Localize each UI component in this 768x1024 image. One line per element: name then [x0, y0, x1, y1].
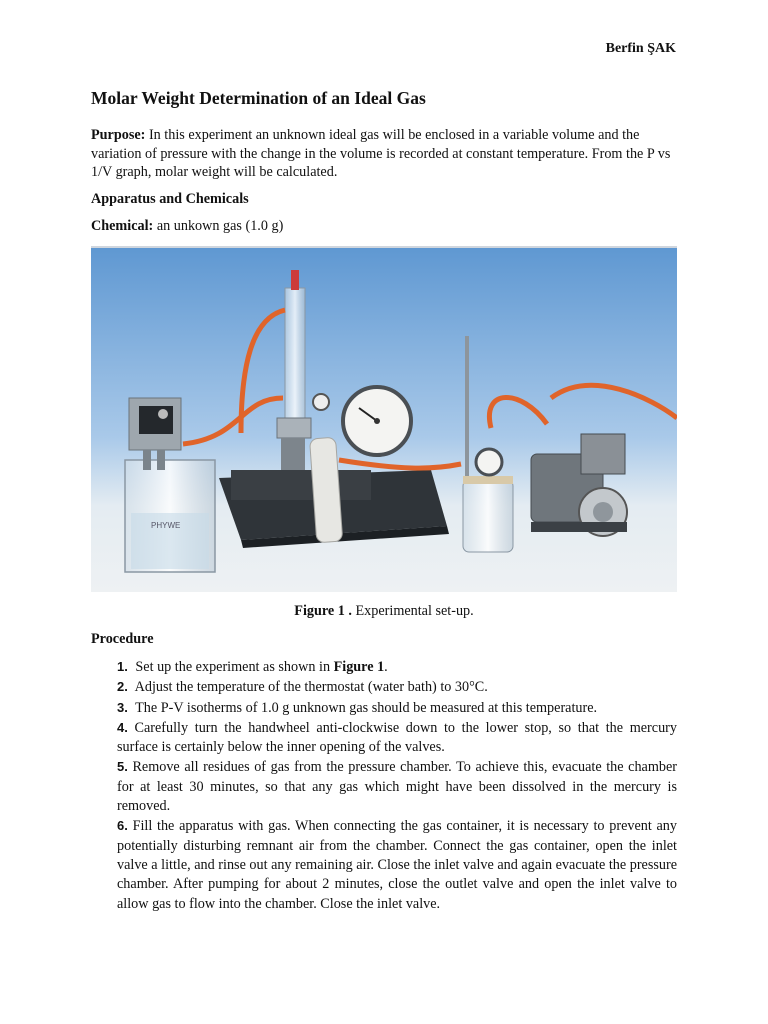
purpose-paragraph — [91, 126, 677, 182]
stand-rod — [465, 336, 469, 476]
pressure-chamber-base — [231, 470, 371, 500]
page-title: Molar Weight Determination of an Ideal Gas — [91, 88, 426, 108]
cold-trap — [463, 480, 513, 552]
figure-label: Figure 1 . — [294, 603, 352, 619]
procedure-step — [117, 816, 677, 913]
chemical-line — [91, 218, 283, 235]
step-number: 2. — [117, 679, 128, 695]
author-name: Berfin ŞAK — [605, 41, 676, 56]
chemical-text: an unkown gas (1.0 g) — [153, 218, 284, 234]
procedure-step — [117, 677, 677, 697]
step-text: The P-V isotherms of 1.0 g unknown gas should be measured at this temperature. — [135, 699, 598, 716]
purpose-label: Purpose: — [91, 127, 146, 143]
figure-reference: Figure 1 — [333, 659, 385, 675]
step-text-end: . — [384, 659, 388, 675]
procedure-step — [117, 757, 677, 816]
procedure-step — [117, 657, 677, 677]
procedure-step — [117, 698, 677, 718]
procedure-step — [117, 718, 677, 758]
gas-burette — [285, 288, 305, 428]
figure-caption-text: Experimental set-up. — [351, 603, 474, 619]
thermostat-brand-label: PHYWE — [151, 521, 181, 530]
step-text: Remove all residues of gas from the pressure chamber. To achieve this, evacuate the chamber for at least 30 minutes, so that any gas which might have been dissolved in the mercury is removed. — [117, 759, 677, 815]
step-text: Fill the apparatus with gas. When connecting the gas container, it is necessary to prevent any potentially disturbing remnant air from the chamber. Connect the gas container, open the inlet valve a little, and rinse out any remaining air. Close the inlet valve and again evacuate the pressure chamber. After pumping for about 2 minutes, close the outlet valve and open the inlet valve to allow gas to flow into the chamber. Close the inlet valve. — [117, 818, 677, 912]
chemical-label: Chemical: — [91, 218, 154, 234]
step-number: 5. — [117, 759, 128, 775]
purpose-text: In this experiment an unknown ideal gas will be enclosed in a variable volume and the variation of pressure with the change in the volume is recorded at constant temperature. From the P vs 1/V graph, molar weight will be calculated. — [91, 127, 671, 180]
step-number: 6. — [117, 818, 128, 834]
step-number: 3. — [117, 699, 128, 715]
apparatus-heading: Apparatus and Chemicals — [91, 191, 249, 207]
experiment-photo — [91, 246, 677, 592]
step-text: Adjust the temperature of the thermostat (water bath) to 30°C. — [134, 679, 488, 696]
procedure-heading: Procedure — [91, 631, 154, 647]
figure-caption — [0, 603, 768, 620]
step-text: Set up the experiment as shown in — [135, 659, 334, 675]
step-text: Carefully turn the handwheel anti-clockwise down to the lower stop, so that the mercury surface is certainly below the inner opening of the valves. — [117, 719, 677, 756]
step-number: 1. — [117, 659, 128, 674]
step-number: 4. — [117, 719, 128, 735]
procedure-list — [117, 657, 677, 914]
